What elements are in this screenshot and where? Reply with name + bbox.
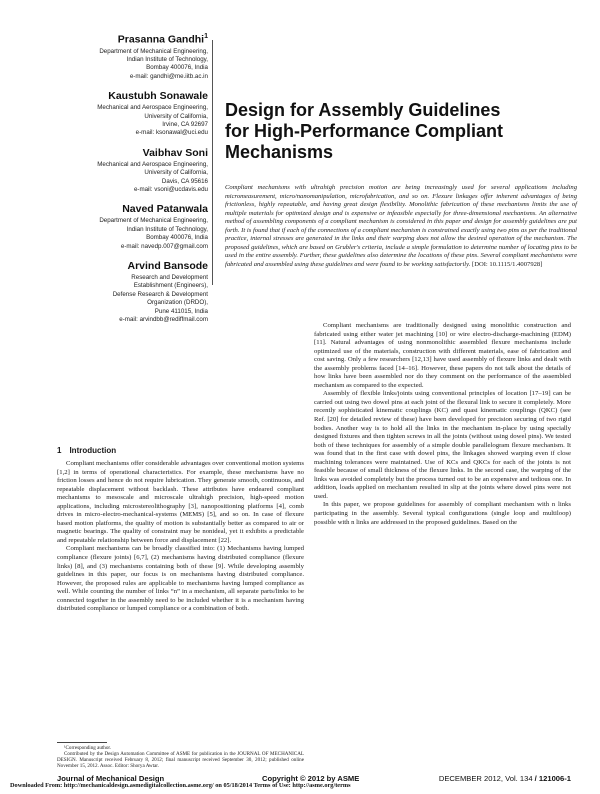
title-line: Design for Assembly Guidelines (225, 100, 501, 120)
author-email: e-mail: vsoni@ucdavis.edu (133, 185, 208, 193)
author-name: Prasanna Gandhi$^1$ (117, 33, 208, 46)
author-affiliation-line: Irvine, CA 92697 (162, 120, 208, 128)
author-affiliation-line: Research and Development (131, 274, 208, 281)
author-block (20, 147, 208, 195)
author-name: Naved Patanwala (122, 203, 208, 216)
author-affiliation-line: Bombay 400076, India (146, 64, 208, 72)
download-notice: Downloaded From: http://mechanicaldesign.asmedigitalcollection.asme.org/ on 05/18/2014 Terms of Use: http://asme.org/terms (10, 782, 351, 789)
author-affiliation-line: Establishment (Engineers), (133, 282, 208, 290)
author-block (20, 203, 208, 251)
footnote: ¹Corresponding author. (64, 745, 112, 751)
author-affiliation-line: Indian Institute of Technology, (126, 225, 208, 233)
title-line: for High-Performance Compliant (225, 121, 504, 141)
corresponding-author-mark: 1 (204, 33, 208, 40)
section-number: 1 (57, 446, 62, 455)
author-name: Kaustubh Sonawale (108, 90, 208, 103)
body-column-left (57, 446, 304, 614)
author-name: Vaibhav Soni (142, 146, 208, 159)
footnotes (57, 745, 304, 769)
copyright: Copyright © 2012 by ASME (262, 774, 360, 783)
author-affiliation-line: Department of Mechanical Engineering, (99, 47, 208, 55)
section-title: Introduction (69, 446, 117, 455)
issue-info: DECEMBER 2012, Vol. 134 / 121006-1 (438, 774, 571, 783)
author-affiliation-line: University of California, (144, 112, 208, 120)
author-email: e-mail: arvindbb@rediffmail.com (119, 316, 208, 324)
abstract-text: Compliant mechanisms with ultrahigh precision motion are being increasingly used for several applications including micromeasurement, micro/nanomanipulation, microfabrication, and so on. Flexure linkages offer inherent advantages of being frictionless, highly repeatable, and having great design flexibility. Monolithic fabrication of these mechanisms limits the use of multiple materials for optimized design and is expensive or infeasible especially for three-dimensional mechanisms. An alternative method of assembling components of a compliant mechanism is considered in this paper and design for assembly guidelines are put forth. It is found that if each of the connections of a compliant mechanism is constrained exactly using two pins as per the traditional practice, internal stresses are generated in the links and their warping does not allow the desired operation of the mechanism. The proposed guidelines, which are based on Grubler's criteria, include a simple formulation to determine number of locating pins to be used in the entire assembly. Further, these guidelines also determine the locations of these pins. Several compliant mechanisms were fabricated and assembled using these guidelines and were found to be working satisfactorily. (225, 184, 577, 268)
issue-date: DECEMBER 2012, Vol. 134 (438, 774, 533, 783)
author-affiliation-line: Organization (DRDO), (147, 299, 208, 307)
author-affiliation-line: Defense Research & Development (112, 290, 208, 298)
title-line: Mechanisms (225, 142, 334, 162)
author-list (20, 30, 208, 333)
footnote: Contributed by the Design Automation Committee of ASME for publication in the JOURNAL OF MECHANICAL DESIGN. Manuscript received February 8, 2012; final manuscript received September 30, 2012; published online November 15, 2012. Assoc. Editor: Shorya Awtar. (57, 751, 304, 770)
vertical-divider (212, 40, 213, 285)
paragraph: In this paper, we propose guidelines for assembly of compliant mechanism with n links participating in the assembly. Several typical configurations (single loop and multiloop) possible with n links are addressed in the proposed guidelines. Based on the (314, 501, 571, 526)
paragraph: Assembly of flexible links/joints using conventional principles of location [17–19] can be carried out using two dowel pins at each joint of the flexural link to secure it completely. More recently sophisticated kinematic couplings (KC) and quasi kinematic couplings (QKC) (see Ref. [20] for detailed review of these) have been developed for precision securing of two rigid bodies. Another way is to hold all the links in the mechanism in-place by using specially designed fixtures and then tighten screws in all the joints (without using dowel pins). We tested both of these techniques for assembly of a simple double parallelogram flexure mechanism. It was found that in the first case with dowel pins, the linkages showed warping even if close machining tolerances were maintained. Use of KCs and QKCs for each of the joints is not feasible because of small thickness of the flexure links. In the second case, the warping of the links was avoided completely but the process turned out to be an expensive and tedious one. In addition, loads applied on mechanism resulted in slip at the joints where dowel pins were not used. (314, 390, 571, 500)
author-affiliation-line: Davis, CA 95616 (161, 177, 208, 185)
paragraph: Compliant mechanisms offer considerable advantages over conventional motion systems [1,2] in terms of operational characteristics. For example, these mechanisms have no friction losses and hence do not require lubrication. They generate smooth, continuous, and repeatable displacement without backlash. These attributes have endeared compliant mechanisms to mesoscale and microscale ultrahigh precision, high-speed motion applications, including microstereolithography [3], nanopositioning platforms [4], comb drives in micro-electro-mechanical-systems (MEMS) [5], and so on. In case of flexure based motion platforms, the quality of motion is substantially better as compared to air or magnetic bearings. The quality of constraint may be nonideal, yet it exhibits a predictable and repeatable relationship between force and displacement [22]. (57, 460, 304, 544)
paragraph: Compliant mechanisms can be broadly classified into: (1) Mechanisms having lumped compliance (flexure joints) [6,7], (2) mechanisms having distributed compliance (flexure links) [8], and (3) mechanisms containing both of these [9]. While developing assembly guidelines in this paper, our focus is on mechanisms having distributed compliance. However, the proposed rules are applicable to mechanisms having lumped compliance as well. While counting the number of links “n” in a mechanism, all separate parts/links to be connected together in the assembly need to be included whether it is a mechanism having distributed compliance or lumped compliance or a combination of both. (57, 545, 304, 613)
journal-name: Journal of Mechanical Design (57, 774, 165, 783)
author-affiliation-line: University of California, (144, 169, 208, 177)
author-block (20, 260, 208, 324)
author-email: e-mail: gandhi@me.iitb.ac.in (129, 72, 208, 80)
author-affiliation-line: Mechanical and Aerospace Engineering, (97, 104, 208, 112)
author-block (20, 90, 208, 138)
author-affiliation-line: Mechanical and Aerospace Engineering, (97, 160, 208, 168)
paragraph: Compliant mechanisms are traditionally designed using monolithic construction and fabricated using either water jet machining [10] or wire electro-discharge-machining (EDM) [11]. Natural advantages of using nonmonolithic assembled flexure mechanisms include optimized use of the materials, construction with different materials, ease of fabrication and cost saving. Only a few researchers [12,13] have used assembly of flexure links and dealt with the assembly problems faced [14–16]. However, these papers do not talk about the details of how links have been assembled nor do they comment on the performance of the assembled mechanism as compared to the expected. (314, 322, 571, 389)
body-column-right (314, 322, 571, 527)
footnote-divider (57, 742, 107, 743)
author-name: Arvind Bansode (127, 260, 208, 272)
author-affiliation-line: Indian Institute of Technology, (126, 55, 208, 63)
section-heading (57, 446, 304, 456)
doi: [DOI: 10.1115/1.4007928] (472, 260, 543, 268)
author-affiliation-line: Pune 411015, India (154, 307, 208, 315)
author-email: e-mail: ksonawal@uci.edu (135, 129, 208, 137)
page-number: 121006-1 (538, 774, 571, 783)
author-affiliation-line: Department of Mechanical Engineering, (99, 217, 208, 225)
author-block (20, 30, 208, 81)
author-email: e-mail: navedp.007@gmail.com (120, 242, 208, 250)
author-affiliation-line: Bombay 400076, India (146, 234, 208, 242)
paper-title (225, 100, 575, 163)
abstract (225, 184, 577, 269)
